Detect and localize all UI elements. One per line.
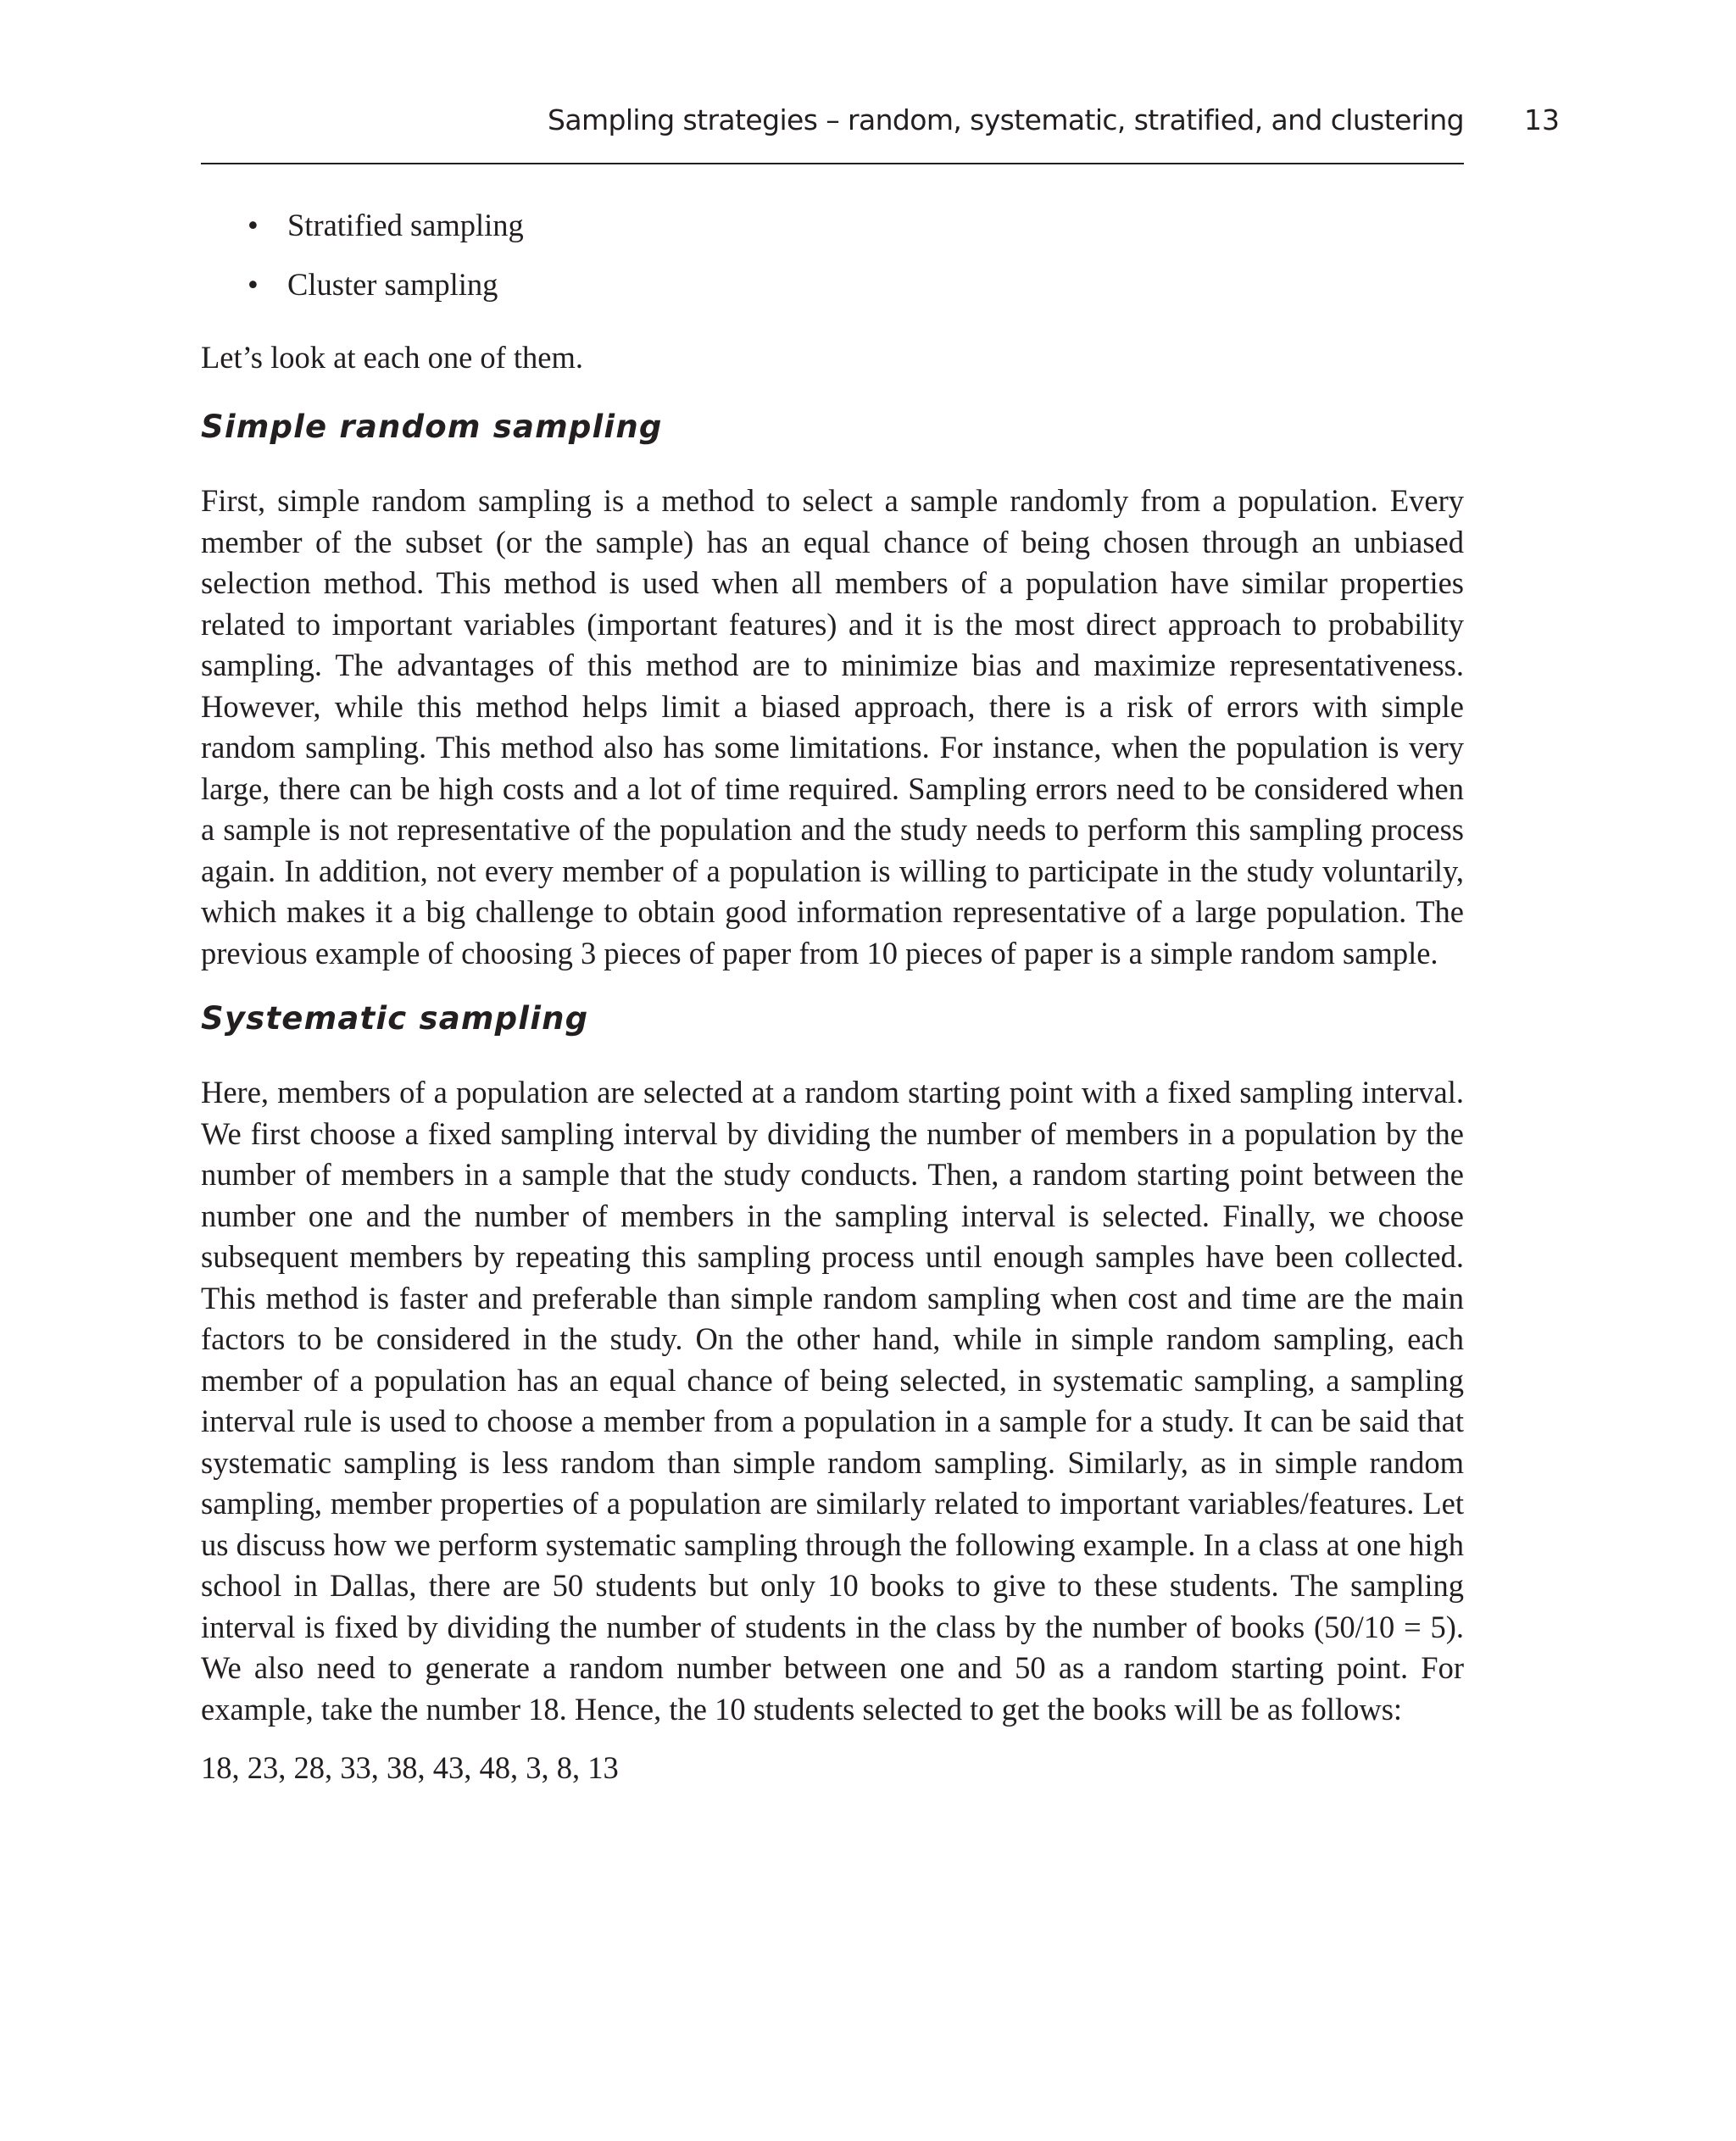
list-item (201, 205, 1464, 264)
bullet-list (201, 205, 1464, 324)
section-heading-simple-random: Simple random sampling (201, 409, 663, 445)
paragraph-systematic: Here, members of a population are selected at a random starting point with a fixed sampling interval. We first choose a fixed sampling interval by dividing the number of members in a population by the number of members in a sample that the study conducts. Then, a random starting point between the number one and the number of members in the sampling interval is selected. Finally, we choose subsequent members by repeating this sampling process until enough samples have been collected. This method is faster and preferable than simple random sampling when cost and time are the main factors to be considered in the study. On the other hand, while in simple random sampling, each member of a population has an equal chance of being selected, in systematic sampling, a sampling interval rule is used to choose a member from a population in a sample for a study. It can be said that systematic sampling is less random than simple random sampling. Similarly, as in simple random sampling, member properties of a population are similarly related to important variables/features. Let us discuss how we perform systematic sampling through the following example. In a class at one high school in Dallas, there are 50 students but only 10 books to give to these students. The sampling interval is fixed by dividing the number of students in the class by the number of books (50/10 = 5). We also need to generate a random number between one and 50 as a random starting point. For example, take the number 18. Hence, the 10 students selected to get the books will be as follows: (201, 1075, 1464, 1727)
bullet-icon: • (248, 267, 259, 302)
header-rule (201, 163, 1464, 164)
paragraph-simple-random: First, simple random sampling is a method to select a sample randomly from a population. Every member of the subset (or the sample) has an equal chance of being chosen through an unbiased selection method. This method is used when all members of a population have similar properties related to important variables (important features) and it is the most direct approach to probability sampling. The advantages of this method are to minimize bias and maximize representativeness. However, while this method helps limit a biased approach, there is a risk of errors with simple random sampling. This method also has some limitations. For instance, when the population is very large, there can be high costs and a lot of time required. Sampling errors need to be considered when a sample is not representative of the population and the study needs to perform this sampling process again. In addition, not every member of a population is willing to participate in the study voluntarily, which makes it a big challenge to obtain good information representative of a large population. The previous example of choosing 3 pieces of paper from 10 pieces of paper is a simple random sample. (201, 483, 1464, 970)
selected-students-sequence: 18, 23, 28, 33, 38, 43, 48, 3, 8, 13 (201, 1750, 619, 1785)
bullet-icon: • (248, 208, 259, 242)
intro-text: Let’s look at each one of them. (201, 340, 584, 375)
running-head: Sampling strategies – random, systematic, stratified, and clustering (547, 103, 1464, 136)
list-item-text: Cluster sampling (287, 267, 498, 302)
list-item-text: Stratified sampling (287, 208, 524, 242)
list-item (201, 264, 1464, 324)
page-number: 13 (1524, 103, 1560, 136)
section-heading-systematic: Systematic sampling (201, 1000, 589, 1037)
